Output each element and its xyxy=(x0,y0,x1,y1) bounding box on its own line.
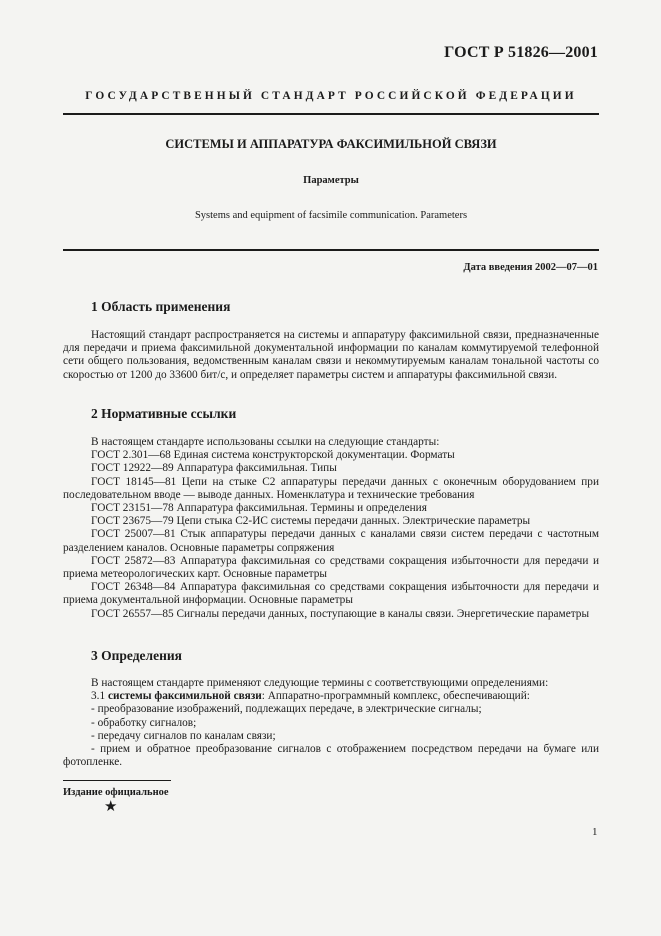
section-heading-definitions: 3 Определения xyxy=(91,648,182,663)
definition-list-item: - преобразование изображений, подлежащих передаче, в электрические сигналы; xyxy=(91,703,482,716)
definition-list-item: - прием и обратное преобразование сигналов с отображением посредством передачи на бумаге или фотопленке. xyxy=(63,743,599,769)
definition-3-1 xyxy=(63,690,599,703)
reference-item: ГОСТ 23151—78 Аппаратура факсимильная. Термины и определения xyxy=(91,502,427,515)
official-edition-label: Издание официальное xyxy=(63,787,169,798)
scope-paragraph: Настоящий стандарт распространяется на системы и аппаратуру факсимильной связи, предназначенные для передачи и приема факсимильной документальной информации по каналам коммутируемой телефонной сети общего пользования, ведомственным каналам связи и некоммутируемым каналам тональной частоты со скоростью от 1200 до 33600 бит/с, и определяет параметры систем и аппаратуры факсимильной связи. xyxy=(63,329,599,381)
reference-item: ГОСТ 12922—89 Аппаратура факсимильная. Типы xyxy=(91,462,337,475)
star-icon: ★ xyxy=(104,799,118,815)
definition-term: системы факсимильной связи xyxy=(107,690,262,703)
definitions-section xyxy=(63,677,599,769)
section-heading-references: 2 Нормативные ссылки xyxy=(91,406,237,421)
reference-item: ГОСТ 25007—81 Стык аппаратуры передачи данных с каналами связи систем передачи с частотным разделением каналов. Основные параметры сопряжения xyxy=(63,528,599,554)
title-rule xyxy=(63,249,599,251)
document-subtitle: Параметры xyxy=(303,175,359,186)
definition-list-item: - передачу сигналов по каналам связи; xyxy=(91,729,276,742)
scope-section xyxy=(63,329,599,382)
introduction-date: Дата введения 2002—07—01 xyxy=(463,262,598,273)
reference-item: ГОСТ 23675—79 Цепи стыка С2-ИС системы передачи данных. Электрические параметры xyxy=(91,515,531,528)
top-rule xyxy=(63,113,599,115)
page-number: 1 xyxy=(592,826,598,838)
document-number: ГОСТ Р 51826—2001 xyxy=(444,44,598,61)
definitions-intro: В настоящем стандарте применяют следующие термины с соответствующими определениями: xyxy=(91,677,549,689)
definition-text: : Аппаратно-программный комплекс, обеспечивающий: xyxy=(261,690,530,703)
reference-item: ГОСТ 18145—81 Цепи на стыке С2 аппаратуры передачи данных с оконечным оборудованием при последовательном вводе — выводе данных. Номенклатура и технические требования xyxy=(63,475,599,501)
references-section xyxy=(63,436,599,621)
reference-item: ГОСТ 26557—85 Сигналы передачи данных, поступающие в каналы связи. Энергетические параметры xyxy=(91,607,590,620)
section-heading-scope: 1 Область применения xyxy=(91,299,231,314)
document-title: СИСТЕМЫ И АППАРАТУРА ФАКСИМИЛЬНОЙ СВЯЗИ xyxy=(165,137,497,151)
references-intro: В настоящем стандарте использованы ссылки на следующие стандарты: xyxy=(91,436,440,448)
definition-number: 3.1 xyxy=(91,690,108,703)
reference-item: ГОСТ 26348—84 Аппаратура факсимильная со средствами сокращения избыточности для передачи и приема документальной информации. Основные параметры xyxy=(63,581,599,607)
reference-item: ГОСТ 25872—83 Аппаратура факсимильная со средствами сокращения избыточности для передачи и приема метеорологических карт. Основные параметры xyxy=(63,554,599,581)
standard-title: ГОСУДАРСТВЕННЫЙ СТАНДАРТ РОССИЙСКОЙ ФЕДЕРАЦИИ xyxy=(85,90,577,102)
definition-list-item: - обработку сигналов; xyxy=(91,716,197,729)
reference-item: ГОСТ 2.301—68 Единая система конструкторской документации. Форматы xyxy=(91,449,455,462)
english-title: Systems and equipment of facsimile communication. Parameters xyxy=(194,210,468,221)
footer-rule xyxy=(63,780,171,781)
